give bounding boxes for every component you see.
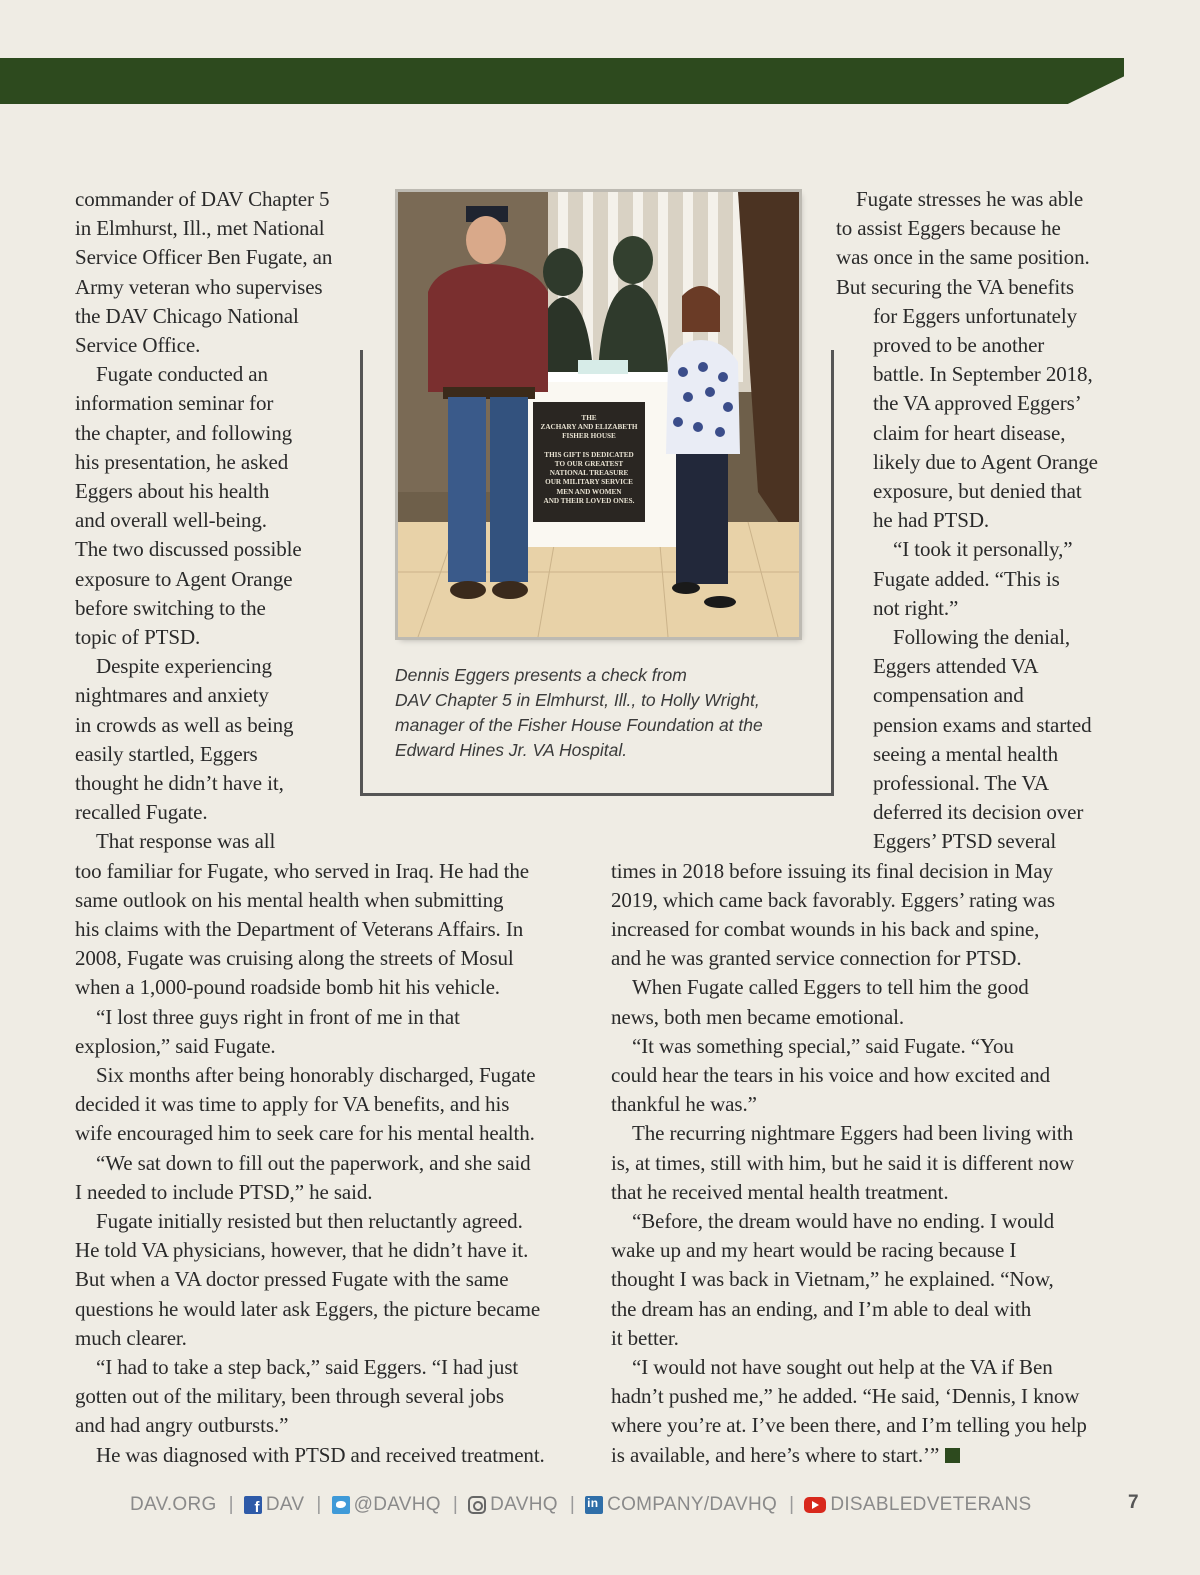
footer-instagram-link[interactable]: DAVHQ: [490, 1494, 558, 1515]
article-line: explosion,” said Fugate.: [75, 1033, 276, 1058]
article-line: Service Office.: [75, 333, 201, 357]
article-line: Despite experiencing: [96, 654, 272, 679]
article-line: for Eggers unfortunately: [873, 303, 1078, 328]
youtube-icon: [804, 1497, 826, 1513]
article-line: I needed to include PTSD,” he said.: [75, 1179, 373, 1204]
article-line: He told VA physicians, however, that he didn’t have it.: [75, 1238, 529, 1263]
article-line: Eggers about his health: [75, 479, 270, 503]
plaque-line: OUR MILITARY SERVICE: [545, 478, 633, 487]
article-line: and he was granted service connection for PTSD.: [611, 946, 1022, 971]
article-photo: [398, 192, 799, 637]
twitter-icon: [332, 1496, 350, 1514]
article-line: seeing a mental health: [873, 741, 1058, 766]
caption-line: Edward Hines Jr. VA Hospital.: [395, 740, 628, 760]
article-line: “We sat down to fill out the paperwork, and she said: [96, 1150, 531, 1175]
article-line: commander of DAV Chapter 5: [75, 187, 330, 211]
article-line: 2008, Fugate was cruising along the streets of Mosul: [75, 946, 514, 971]
article-line: that he received mental health treatment.: [611, 1179, 949, 1204]
article-line: was once in the same position.: [836, 245, 1090, 270]
page-number: 7: [1128, 1492, 1139, 1513]
article-line: in Elmhurst, Ill., met National: [75, 216, 325, 241]
article-line: Six months after being honorably discharged, Fugate: [96, 1063, 536, 1087]
article-line: wife encouraged him to seek care for his mental health.: [75, 1121, 535, 1146]
article-line: is, at times, still with him, but he said it is different now: [611, 1150, 1075, 1175]
article-line: “I took it personally,”: [893, 537, 1073, 562]
caption-line: manager of the Fisher House Foundation at the: [395, 715, 763, 735]
article-line: increased for combat wounds in his back and spine,: [611, 917, 1040, 941]
instagram-icon: [468, 1496, 486, 1514]
article-line: much clearer.: [75, 1325, 187, 1350]
article-line: when a 1,000-pound roadside bomb hit his vehicle.: [75, 975, 500, 1000]
article-line: before switching to the: [75, 595, 266, 620]
footer-separator: |: [228, 1494, 234, 1515]
article-line: battle. In September 2018,: [873, 362, 1093, 387]
article-line: gotten out of the military, been through several jobs: [75, 1384, 504, 1409]
article-line: exposure to Agent Orange: [75, 566, 293, 591]
article-line: compensation and: [873, 683, 1024, 708]
article-line: Fugate added. “This is: [873, 566, 1060, 591]
article-line: is available, and here’s where to start.’”: [611, 1441, 960, 1470]
footer-facebook-link[interactable]: DAV: [265, 1494, 305, 1515]
article-line: the chapter, and following: [75, 420, 292, 445]
article-line: same outlook on his mental health when submitting: [75, 887, 504, 912]
plaque-line: FISHER HOUSE: [562, 432, 616, 441]
footer-separator: |: [452, 1494, 459, 1515]
plaque-line: THE: [581, 414, 597, 422]
article-line: Fugate initially resisted but then reluctantly agreed.: [96, 1209, 523, 1233]
plaque-line: MEN AND WOMEN: [556, 487, 622, 496]
article-line: “Before, the dream would have no ending. I would: [632, 1209, 1055, 1233]
article-line: the DAV Chicago National: [75, 303, 299, 328]
article-line: topic of PTSD.: [75, 625, 201, 649]
article-line: questions he would later ask Eggers, the picture became: [75, 1296, 541, 1321]
footer-separator: |: [569, 1494, 576, 1515]
article-line: “I lost three guys right in front of me in that: [96, 1004, 460, 1029]
footer-linkedin-link[interactable]: COMPANY/DAVHQ: [607, 1494, 778, 1515]
article-line: Fugate conducted an: [96, 362, 268, 387]
article-line: recalled Fugate.: [75, 800, 208, 825]
article-line: decided it was time to apply for VA benefits, and his: [75, 1092, 510, 1117]
article-line: where you’re at. I’ve been there, and I’m telling you help: [611, 1413, 1087, 1438]
article-line: his presentation, he asked: [75, 449, 289, 474]
article-line: hadn’t pushed me,” he added. “He said, ‘Dennis, I know: [611, 1384, 1080, 1409]
article-line: thankful he was.”: [611, 1092, 757, 1117]
article-line: and had angry outbursts.”: [75, 1413, 289, 1438]
article-line: easily startled, Eggers: [75, 741, 258, 766]
article-line: not right.”: [873, 595, 959, 620]
plaque-line: THIS GIFT IS DEDICATED: [544, 450, 634, 459]
plaque-line: ZACHARY AND ELIZABETH: [540, 423, 638, 432]
article-line: That response was all: [96, 829, 276, 854]
article-line: “It was something special,” said Fugate. “You: [632, 1033, 1014, 1058]
article-line: pension exams and started: [873, 712, 1092, 737]
article-line: news, both men became emotional.: [611, 1004, 905, 1029]
plaque-line: TO OUR GREATEST: [554, 460, 624, 469]
article-line: Following the denial,: [893, 625, 1070, 649]
article-line: Eggers attended VA: [873, 654, 1039, 679]
article-line: The two discussed possible: [75, 537, 302, 562]
article-line: claim for heart disease,: [873, 420, 1066, 445]
plaque-line: AND THEIR LOVED ONES.: [543, 496, 635, 505]
article-line: in crowds as well as being: [75, 712, 294, 737]
article-line: the dream has an ending, and I’m able to deal with: [611, 1296, 1032, 1321]
article-line: nightmares and anxiety: [75, 683, 269, 708]
plaque-text: [533, 414, 645, 506]
article-line: exposure, but denied that: [873, 479, 1082, 503]
article-line: But securing the VA benefits: [836, 274, 1074, 299]
footer-site-link[interactable]: DAV.ORG: [130, 1494, 217, 1515]
article-line: Army veteran who supervises: [75, 274, 323, 299]
article-line: thought I was back in Vietnam,” he explained. “Now,: [611, 1267, 1054, 1292]
header-banner: [0, 58, 1124, 104]
article-line: he had PTSD.: [873, 508, 990, 533]
plaque-line: NATIONAL TREASURE: [549, 469, 629, 478]
article-line: Service Officer Ben Fugate, an: [75, 245, 333, 270]
article-line: He was diagnosed with PTSD and received treatment.: [96, 1442, 545, 1467]
article-line: When Fugate called Eggers to tell him the good: [632, 975, 1029, 1000]
plaque-line: [533, 442, 645, 451]
article-line: times in 2018 before issuing its final decision in May: [611, 858, 1053, 883]
article-line: too familiar for Fugate, who served in Iraq. He had the: [75, 858, 530, 883]
article-line: the VA approved Eggers’: [873, 391, 1082, 416]
photo-caption: [395, 663, 815, 763]
footer-youtube-link[interactable]: DISABLEDVETERANS: [830, 1494, 1032, 1515]
footer-separator: |: [316, 1494, 322, 1515]
article-line: likely due to Agent Orange: [873, 449, 1098, 474]
end-mark-icon: [945, 1448, 960, 1463]
article-line: proved to be another: [873, 333, 1045, 357]
footer-twitter-link[interactable]: @DAVHQ: [353, 1494, 441, 1515]
article-line: to assist Eggers because he: [836, 216, 1061, 241]
article-line: Fugate stresses he was able: [856, 187, 1084, 211]
article-line: thought he didn’t have it,: [75, 771, 284, 795]
article-line: wake up and my heart would be racing because I: [611, 1238, 1017, 1263]
article-line: professional. The VA: [873, 771, 1049, 795]
caption-line: Dennis Eggers presents a check from: [395, 665, 687, 685]
article-line: The recurring nightmare Eggers had been living with: [632, 1121, 1074, 1146]
article-line: But when a VA doctor pressed Fugate with the same: [75, 1267, 509, 1292]
article-line: “I had to take a step back,” said Eggers. “I had just: [96, 1355, 519, 1379]
footer-separator: |: [789, 1494, 795, 1515]
article-line: his claims with the Department of Veterans Affairs. In: [75, 917, 524, 941]
article-line: Eggers’ PTSD several: [873, 829, 1057, 854]
article-line: it better.: [611, 1325, 679, 1350]
footer-social-bar: [130, 1490, 1032, 1520]
linkedin-icon: [585, 1496, 603, 1514]
article-line: and overall well-being.: [75, 508, 267, 533]
article-line: “I would not have sought out help at the VA if Ben: [632, 1355, 1053, 1379]
article-line: deferred its decision over: [873, 800, 1084, 825]
article-line: information seminar for: [75, 391, 274, 416]
article-line: 2019, which came back favorably. Eggers’ rating was: [611, 887, 1055, 912]
facebook-icon: [244, 1496, 262, 1514]
caption-line: DAV Chapter 5 in Elmhurst, Ill., to Holly Wright,: [395, 690, 760, 710]
article-line: could hear the tears in his voice and how excited and: [611, 1063, 1051, 1087]
